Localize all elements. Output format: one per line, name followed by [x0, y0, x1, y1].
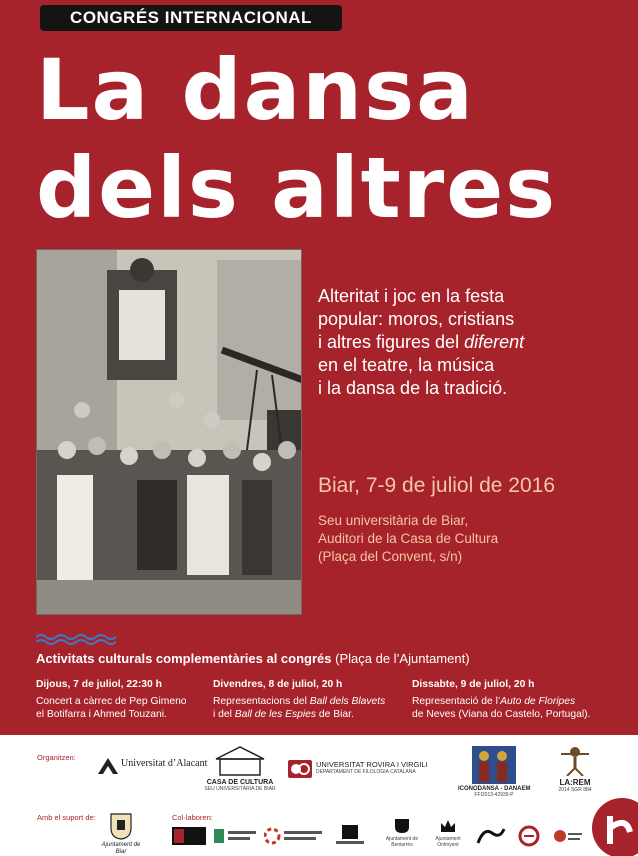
iconodansa-dancers-icon [472, 746, 516, 784]
event-dates: Biar, 7-9 de juliol de 2016 [318, 474, 555, 497]
activity-3 [412, 678, 590, 721]
activity-3-play: Auto de Floripes [500, 696, 576, 707]
collab-logo-museu-etnologic-icon [214, 823, 256, 849]
casa-cultura-building-icon [214, 745, 266, 777]
subtitle-line-4: en el teatre, la música [318, 355, 495, 375]
casa-cultura-subtitle: SEU UNIVERSITÀRIA DE BIAR [204, 786, 276, 792]
ontinyent-crown-icon [440, 818, 456, 834]
subtitle-line-2: popular: moros, cristians [318, 309, 515, 329]
activity-3-date: Dissabte, 9 de juliol, 20 h [412, 679, 535, 690]
ontinyent-name: Ajuntament Ontinyent [435, 836, 461, 848]
collab-logo-moros-cristians-icon [474, 823, 508, 849]
subtitle-emphasis: diferent [464, 332, 525, 352]
activity-1-date: Dijous, 7 de juliol, 22:30 h [36, 679, 162, 690]
subtitle-line-1: Alteritat i joc en la festa [318, 286, 505, 306]
activities-heading-place: (Plaça de l’Ajuntament) [335, 651, 470, 666]
collab-logo-museum-icon [550, 823, 584, 849]
biar-coat-of-arms-icon [109, 812, 133, 840]
logo-iconodansa [458, 746, 530, 798]
logo-casa-cultura [200, 745, 280, 792]
collab-logo-museu-cultures-icon [264, 823, 324, 849]
activity-1-line-2: el Botifarra i Ahmed Touzani. [36, 709, 167, 720]
urv-emblem-icon [288, 760, 312, 778]
logo-ajuntament-beniarres [382, 818, 422, 848]
logo-ajuntament-ontinyent [428, 818, 468, 848]
congress-subtitle [318, 285, 628, 400]
logo-lairem [540, 746, 610, 793]
poster-title-line-2: dels altres [36, 139, 558, 237]
activity-2-line-2-start: i del [213, 709, 235, 720]
logo-universitat-alacant [98, 758, 208, 774]
support-label: Amb el suport de: [37, 813, 96, 822]
venue-line-3: (Plaça del Convent, s/n) [318, 549, 463, 564]
biar-name: Ajuntament de Biar [101, 842, 141, 855]
activity-2 [213, 678, 385, 721]
historical-photo [36, 249, 302, 615]
activity-3-line-1-start: Representació de l’ [412, 696, 501, 707]
activity-1 [36, 678, 187, 721]
beniarres-shield-icon [394, 818, 410, 834]
activity-3-line-1 [412, 695, 590, 708]
activity-2-date: Divendres, 8 de juliol, 20 h [213, 679, 343, 690]
activity-2-line-1 [213, 695, 385, 708]
activity-2-line-2-end: de Biar. [316, 709, 354, 720]
congress-badge: CONGRÉS INTERNACIONAL [40, 5, 342, 31]
subtitle-line-3 [318, 331, 628, 354]
urv-name: UNIVERSITAT ROVIRA I VIRGILI [316, 760, 428, 769]
venue-line-2: Auditori de la Casa de Cultura [318, 531, 499, 546]
poster-title-line-1: La dansa [36, 41, 475, 139]
collab-logo-diputacio-icon [172, 823, 206, 849]
wave-decoration [36, 633, 120, 645]
ua-emblem-icon [98, 758, 118, 774]
activities-heading-text: Activitats culturals complementàries al congrés [36, 651, 332, 666]
activities-heading [36, 651, 470, 666]
collab-label: Col·laboren: [172, 813, 213, 822]
logo-ajuntament-biar [96, 812, 146, 856]
collab-logo-generalitat-icon [334, 823, 366, 849]
subtitle-line-5: i la dansa de la tradició. [318, 378, 508, 398]
ua-name: Universitat d’Alacant [121, 758, 208, 769]
photo-illustration [37, 250, 302, 615]
iconodansa-project: FFI2013-42939-P [474, 792, 514, 798]
beniarres-name: Ajuntament de Beniarrés [385, 836, 419, 848]
activity-3-line-2: de Neves (Viana do Castelo, Portugal). [412, 709, 591, 720]
activity-1-line-1: Concert a càrrec de Pep Gimeno [36, 696, 187, 707]
urv-department: DEPARTAMENT DE FILOLOGIA CATALANA [316, 769, 416, 775]
iconodansa-name: ICONODANSA - DANAEM [458, 786, 531, 792]
organizers-label: Organitzen: [37, 753, 76, 762]
corner-logo-icon [590, 796, 638, 856]
collab-logo-e-icon [518, 823, 540, 849]
casa-cultura-name: CASA DE CULTURA [206, 779, 274, 786]
activity-2-line-2 [213, 708, 385, 721]
activity-2-dance-2: Ball de les Espies [234, 709, 317, 720]
lairem-code: 2014 SGR 884 [558, 787, 592, 793]
logo-urv [288, 760, 458, 778]
event-venue [318, 512, 498, 566]
subtitle-line-3-start: i altres figures del [318, 332, 465, 352]
lairem-name: LA:REM [559, 778, 591, 787]
activity-2-dance-1: Ball dels Blavets [309, 696, 386, 707]
lairem-figure-icon [557, 746, 593, 776]
activity-2-line-1-start: Representacions del [213, 696, 310, 707]
venue-line-1: Seu universitària de Biar, [318, 513, 469, 528]
